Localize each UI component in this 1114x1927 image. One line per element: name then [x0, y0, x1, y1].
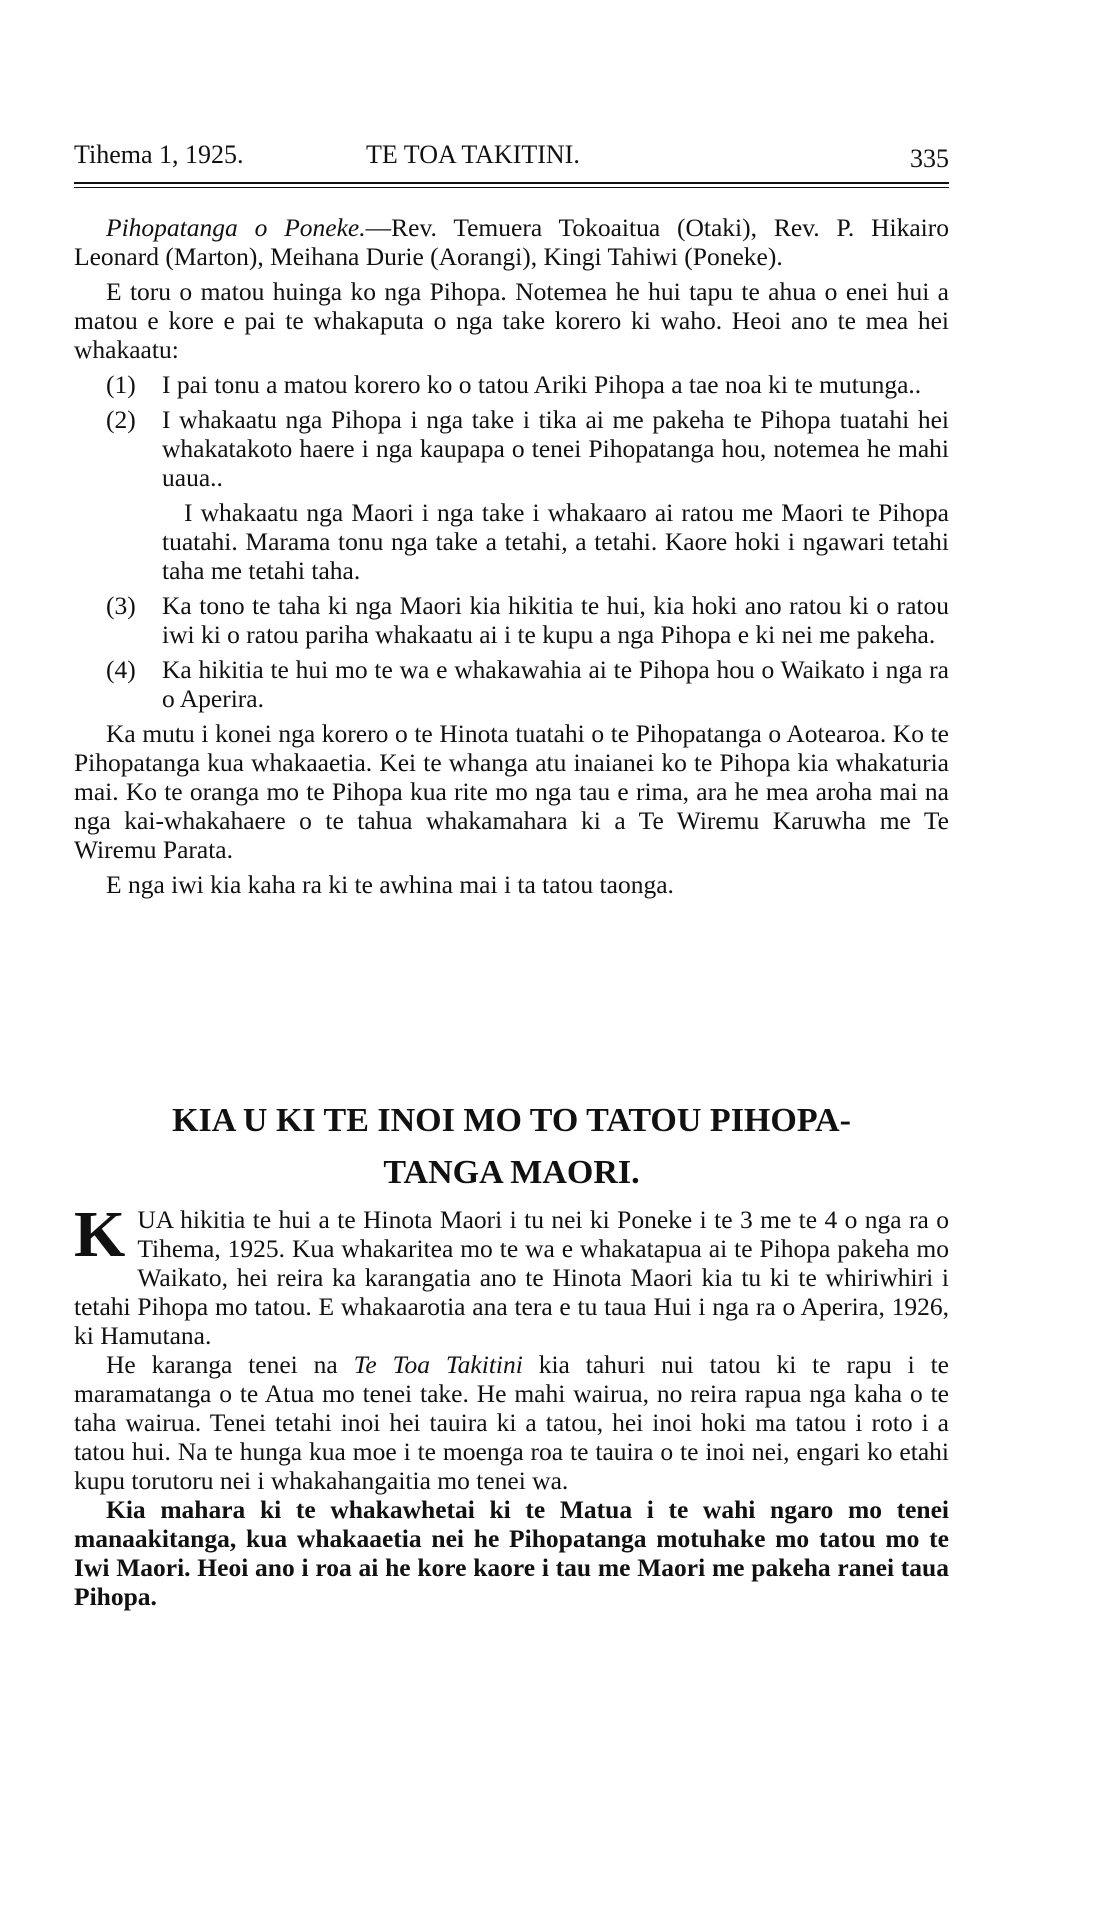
section-heading-line-2: TANGA MAORI.	[383, 1154, 640, 1191]
list-item-text: I whakaatu nga Maori i nga take i whakaaro ai ratou me Maori te Pihopa tuatahi. Marama tonu nga take a tetahi, a tetahi. Kaore hoki i ngawari tetahi taha me tetahi taha.	[162, 498, 949, 585]
paragraph-thanksgiving: Kia mahara ki te whakawhetai ki te Matua i te wahi ngaro mo tenei manaakitanga, kua whakaaetia nei he Pihopatanga motuhake mo tatou mo te Iwi Maori. Heoi ano i roa ai he kore kaore i tau me Maori me pakeha ranei taua Pihopa.	[74, 1495, 949, 1611]
page-number: 335	[910, 144, 949, 173]
list-item-number: (3)	[106, 591, 136, 620]
list-item-text: I whakaatu nga Pihopa i nga take i tika ai me pakeha te Pihopa tuatahi hei whakatakoto haere i nga kaupapa o tenei Pihopatanga hou, notemea he mahi uaua..	[162, 405, 949, 492]
header-rule-thin	[74, 187, 949, 188]
list-item-continuation	[74, 498, 949, 585]
paragraph-diocese-list	[74, 213, 949, 271]
diocese-clergy: —Rev. Temuera Tokoaitua (Otaki), Rev. P. Hikairo Leonard (Marton), Meihana Durie (Aorangi), Kingi Tahiwi (Poneke).	[74, 213, 950, 271]
list-item-number: (1)	[106, 370, 136, 399]
list-item-text: I pai tonu a matou korero ko o tatou Ariki Pihopa a tae noa ki te mutunga..	[162, 370, 922, 399]
paragraph-synod-adjourned	[74, 1198, 949, 1350]
list-item-number: (2)	[106, 405, 136, 434]
list-item-number: (4)	[106, 655, 136, 684]
paragraph-synod-end: Ka mutu i konei nga korero o te Hinota tuatahi o te Pihopatanga o Aotearoa. Ko te Pihopatanga kua whakaaetia. Kei te whanga atu inaianei ko te Pihopa kia whakaturia mai. Ko te oranga mo te Pihopa kua rite mo nga tau e rima, ara he mea aroha mai na nga kai-whakahaere o te tahua whakamahara ki a Te Wiremu Karuwha me Te Wiremu Parata.	[74, 719, 949, 864]
paragraph-text: UA hikitia te hui a te Hinota Maori i tu nei ki Poneke i te 3 me te 4 o nga ra o Tihema, 1925. Kua whakaritea mo te wa e whakatapua ai te Pihopa pakeha mo Waikato, hei reira ka karangatia ano te Hinota Maori kia tu ki te whiriwhiri i tetahi Pihopa mo tatou. E whakaarotia ana tera e tu taua Hui i nga ra o Aperira, 1926, ki Hamutana.	[74, 1205, 949, 1350]
section-heading	[74, 1095, 949, 1199]
header-rule	[74, 182, 949, 184]
section-heading-line-1: KIA U KI TE INOI MO TO TATOU PIHOPA-	[172, 1102, 851, 1139]
paragraph-appeal: E nga iwi kia kaha ra ki te awhina mai i ta tatou taonga.	[106, 870, 674, 899]
list-item	[74, 591, 949, 649]
list-item-text: Ka hikitia te hui mo te wa e whakawahia ai te Pihopa hou o Waikato i nga ra o Aperira.	[162, 655, 949, 713]
paragraph-meetings: E toru o matou huinga ko nga Pihopa. Notemea he hui tapu te ahua o enei hui a matou e kore e pai te whakaputa o nga take korero ki waho. Heoi ano te mea hei whakaatu:	[74, 277, 949, 364]
list-item	[74, 655, 949, 713]
drop-cap: K	[74, 1198, 126, 1271]
paragraph-call-to-prayer: He karanga tenei na Te Toa Takitini kia tahuri nui tatou ki te rapu i te maramatanga o te Atua mo tenei take. He mahi wairua, no reira rapua nga kaha o te taha wairua. Tenei tetahi inoi hei tauira ki a tatou, hei inoi hoki ma tatou i roto i a tatou hui. Na te hunga kua moe i te moenga roa te tauira o te inoi nei, engari ko etahi kupu torutoru nei i whakahangaitia mo tenei wa.	[74, 1350, 949, 1495]
running-head	[74, 140, 949, 176]
list-item	[74, 405, 949, 492]
running-head-title: TE TOA TAKITINI.	[366, 140, 580, 169]
newspaper-title: Te Toa Takitini	[353, 1350, 523, 1379]
running-head-date: Tihema 1, 1925.	[74, 140, 244, 169]
diocese-name: Pihopatanga o Poneke.	[106, 213, 366, 242]
section-body	[74, 1198, 949, 1611]
list-item-text: Ka tono te taha ki nga Maori kia hikitia te hui, kia hoki ano ratou ki o ratou iwi ki o ratou pariha whakaatu ai i te kupu a nga Pihopa e ki nei me pakeha.	[162, 591, 949, 649]
list-item	[74, 370, 949, 399]
body-text	[74, 213, 949, 905]
